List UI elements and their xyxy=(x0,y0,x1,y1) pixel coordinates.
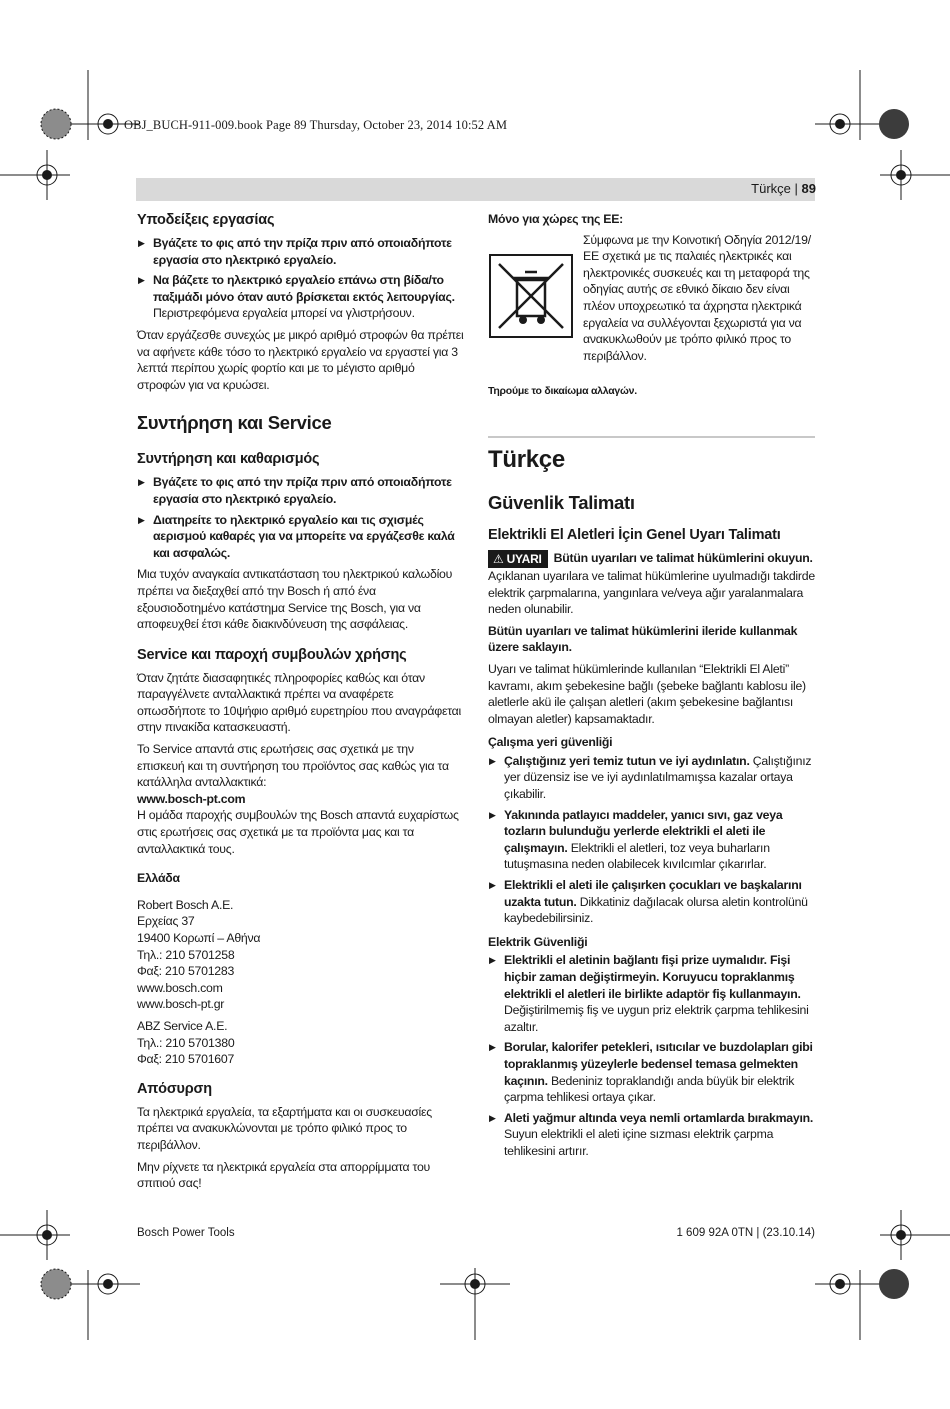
service-paragraph: Το Service απαντά στις ερωτήσεις σας σχετικά με την επισκευή και τη συντήρηση του προϊόντος σας καθώς για τα κατάλληλα ανταλλακτικά: xyxy=(137,742,449,790)
address-line: Robert Bosch A.E. xyxy=(137,897,234,912)
work-area-title: Çalışma yeri güvenliği xyxy=(488,735,613,750)
cleaning-paragraph: Μια τυχόν αναγκαία αντικατάσταση του ηλεκτρικού καλωδίου πρέπει να διεξαχθεί από την Bosch ή από ένα εξουσιοδοτημένο κατάστημα Service της Bosch, για να αποφευχθεί έτσι κάθε διακινδύνευση της ασφάλειας. xyxy=(137,567,453,632)
warning-paragraph xyxy=(488,550,815,618)
general-warning-title: Elektrikli El Aletleri İçin Genel Uyarı Talimatı xyxy=(488,526,781,543)
address-line: Ερχείας 37 xyxy=(137,914,195,929)
running-header xyxy=(751,181,816,196)
work-item-bold: Çalıştığınız yeri temiz tutun ve iyi aydınlatın. xyxy=(504,753,750,768)
starburst-icon-tl xyxy=(41,109,71,139)
work-item-rest: Çalıştığınız yer düzensiz ise ve iyi aydınlatılmamışsa kazalar ortaya çıkabilir. xyxy=(504,753,812,802)
tip-item: ▶ Βγάζετε το φις από την πρίζα πριν από οποιαδήποτε εργασία στο ηλεκτρικό εργαλείο. xyxy=(137,235,464,268)
cleaning-item: ▶ Διατηρείτε το ηλεκτρικό εργαλείο και τις σχισμές αερισμού καθαρές για να μπορείτε να εργάζεσθε καλά και ασφαλώς. xyxy=(137,512,464,562)
work-item-bold: Elektrikli el aleti ile çalışırken çocukları ve başkalarını uzakta tutun. xyxy=(504,878,802,909)
header-bar xyxy=(136,178,815,201)
electric-item-rest: Değiştirilmemiş fiş ve uygun priz elektrik çarpma tehlikesini azaltır. xyxy=(504,1003,809,1034)
work-item xyxy=(488,753,815,803)
maintenance-title: Συντήρηση και Service xyxy=(137,412,332,434)
address-line: 19400 Κορωπί – Αθήνα xyxy=(137,931,261,945)
starburst-icon-br xyxy=(879,1269,909,1299)
starburst-icon-tr xyxy=(879,109,909,139)
language-title: Türkçe xyxy=(488,445,565,473)
weee-bin-icon xyxy=(489,254,573,338)
address-line: www.bosch.com xyxy=(137,980,223,995)
disposal-paragraph: Μην ρίχνετε τα ηλεκτρικά εργαλεία στα απορρίμματα του σπιτιού σας! xyxy=(137,1159,431,1191)
electric-item xyxy=(488,1110,815,1160)
electric-item-bold: Borular, kalorifer petekleri, ısıtıcılar ve buzdolapları gibi topraklanmış yüzeylerle bedensel temasa gelmekten kaçının. xyxy=(504,1040,813,1088)
address-line: Τηλ.: 210 5701258 xyxy=(137,947,235,962)
electric-item xyxy=(488,1039,815,1105)
book-info-line: OBJ_BUCH-911-009.book Page 89 Thursday, October 23, 2014 10:52 AM xyxy=(124,118,508,132)
tips-paragraph: Όταν εργάζεσθε συνεχώς με μικρό αριθμό στροφών θα πρέπει να αφήνετε κάθε τόσο το ηλεκτρικό εργαλείο να εργαστεί για 3 λεπτά περίπου χωρίς φορτίο και με το μέγιστο αριθμό στροφών για να κρυώσει. xyxy=(137,327,464,392)
disposal-paragraph: Τα ηλεκτρικά εργαλεία, τα εξαρτήματα και οι συσκευασίες πρέπει να ανακυκλώνονται με τρόπο φιλικό προς το περιβάλλον. xyxy=(137,1104,432,1152)
disposal-title: Απόσυρση xyxy=(137,1080,212,1097)
service-paragraph: Όταν ζητάτε διασαφητικές πληροφορίες καθώς και όταν παραγγέλνετε ανταλλακτικά πρέπει να αναφέρετε οπωσδήποτε το 10ψήφιο αριθμό ευρετηρίου που αναγράφεται στην πινακίδα κατασκευαστή. xyxy=(137,670,462,735)
rights-note: Τηρούμε το δικαίωμα αλλαγών. xyxy=(488,385,637,398)
tips-title: Υποδείξεις εργασίας xyxy=(137,212,275,228)
eu-title: Μόνο για χώρες της ΕΕ: xyxy=(488,212,624,226)
electric-item xyxy=(488,952,815,1035)
address-block xyxy=(137,1018,464,1068)
work-item-rest: Elektrikli el aletleri, toz veya buharların tutuşmasına neden olabilecek kıvılcımlar çıkarırlar. xyxy=(504,840,770,872)
work-item xyxy=(488,807,815,873)
work-item-rest: Dikkatiniz dağılacak olursa aletin kontrolünü kaybedebilirsiniz. xyxy=(504,894,808,926)
header-language: Türkçe xyxy=(751,181,791,196)
left-column xyxy=(137,211,464,1197)
electric-item-rest: Suyun elektrikli el aleti içine sızması elektrik çarpma tehlikesini artırır. xyxy=(504,1127,774,1158)
address-line: Τηλ.: 210 5701380 xyxy=(137,1035,235,1050)
service-title: Service και παροχή συμβουλών χρήσης xyxy=(137,646,407,663)
warning-rest: Açıklanan uyarılara ve talimat hükümlerine uyulmadığı takdirde elektrik çarpmalarına, yangınlara ve/veya ağır yaralanmalara neden olunabilir. xyxy=(488,568,815,617)
address-line: Φαξ: 210 5701607 xyxy=(137,1052,235,1067)
work-item-bold: Yakınında patlayıcı maddeler, yanıcı sıvı, gaz veya tozların bulunduğu yerlerde elektrikli el aleti ile çalışmayın. xyxy=(504,807,783,855)
tip2-rest: Περιστρεφόμενα εργαλεία μπορεί να γλιστρήσουν. xyxy=(153,306,415,321)
footer-right: 1 609 92A 0TN | (23.10.14) xyxy=(676,1227,815,1239)
right-column xyxy=(488,211,815,1165)
warning-icon: ⚠ xyxy=(493,551,504,566)
electric-item-rest: Bedeniniz topraklandığı anda büyük bir elektrik çarpma tehlikesi ortaya çıkar. xyxy=(504,1073,795,1105)
eu-text: Σύμφωνα με την Κοινοτική Οδηγία 2012/19/ΕΕ σχετικά με τις παλαιές ηλεκτρικές και ηλεκτρονικές συσκευές και τη μεταφορά της οδηγίας αυτής σε εθνικό δίκαιο δεν είναι πλέον υποχρεωτικό τα άχρηστα ηλεκτρικά εργαλεία να συλλέγονται ξεχωριστά για να ανακυκλωθούν με τρόπο φιλικό προς το περιβάλλον. xyxy=(583,232,811,363)
service-paragraph: Η ομάδα παροχής συμβουλών της Bosch απαντά ευχαρίστως στις ερωτήσεις σας σχετικά με τα προϊόντα μας και τα ανταλλακτικά τους. xyxy=(137,808,459,856)
electric-safety-title: Elektrik Güvenliği xyxy=(488,934,588,949)
address-line: ABZ Service A.E. xyxy=(137,1018,228,1033)
cleaning-title: Συντήρηση και καθαρισμός xyxy=(137,451,320,468)
country-title: Ελλάδα xyxy=(137,871,180,886)
header-separator: | xyxy=(794,181,798,196)
address-line: www.bosch-pt.gr xyxy=(137,997,225,1012)
term-paragraph: Uyarı ve talimat hükümlerinde kullanılan “Elektrikli El Aleti” kavramı, akım şebekesine bağlı (şebeke bağlantı kablosu ile) aletlerle akü ile çalışan aletleri (akım şebekesine bağlantısı olmayan aletler) kapsamaktadır. xyxy=(488,661,806,726)
starburst-icon-bl xyxy=(41,1269,71,1299)
address-block xyxy=(137,897,464,1013)
work-item xyxy=(488,877,815,927)
warning-bold: Bütün uyarıları ve talimat hükümlerini okuyun. xyxy=(553,550,813,565)
footer-left: Bosch Power Tools xyxy=(137,1227,235,1239)
service-url: www.bosch-pt.com xyxy=(137,791,246,806)
warning-badge xyxy=(488,550,548,568)
warning-label: UYARI xyxy=(506,551,542,566)
cleaning-item: ▶ Βγάζετε το φις από την πρίζα πριν από οποιαδήποτε εργασία στο ηλεκτρικό εργαλείο. xyxy=(137,474,464,507)
safety-title: Güvenlik Talimatı xyxy=(488,491,635,513)
tip2-bold: Να βάζετε το ηλεκτρικό εργαλείο επάνω στη βίδα/το παξιμάδι μόνο όταν αυτό βρίσκεται εκτός λειτουργίας. xyxy=(153,273,455,304)
address-line: Φαξ: 210 5701283 xyxy=(137,964,235,979)
tip-item xyxy=(137,272,464,322)
electric-item-bold: Elektrikli el aletinin bağlantı fişi prize uymalıdır. Fişi hiçbir zaman değiştirmeyin. Koruyucu topraklanmış elektrikli el aletleri ile birlikte adaptör fiş kullanmayın. xyxy=(504,953,801,1001)
page-number: 89 xyxy=(801,181,816,196)
keep-instructions: Bütün uyarıları ve talimat hükümlerini ileride kullanmak üzere saklayın. xyxy=(488,623,798,655)
electric-item-bold: Aleti yağmur altında veya nemli ortamlarda bırakmayın. xyxy=(504,1110,814,1125)
